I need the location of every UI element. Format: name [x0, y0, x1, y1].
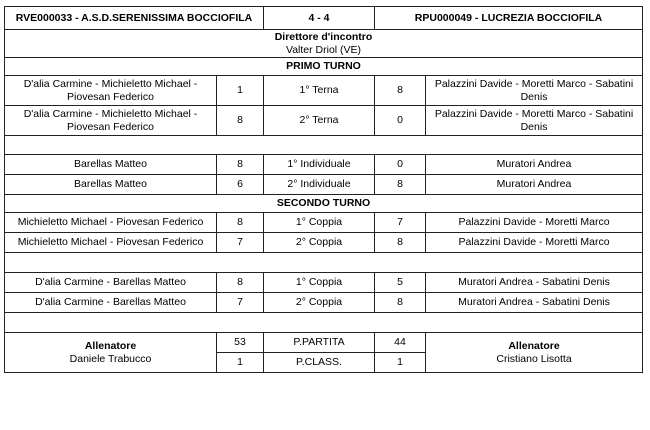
away-players: Muratori Andrea — [426, 155, 643, 175]
away-players: Muratori Andrea - Sabatini Denis — [426, 273, 643, 293]
spacer-row — [5, 136, 643, 155]
match-row — [5, 76, 643, 106]
home-players: D'alia Carmine - Michieletto Michael - Piovesan Federico — [5, 76, 217, 106]
home-players: D'alia Carmine - Barellas Matteo — [5, 273, 217, 293]
home-players: D'alia Carmine - Barellas Matteo — [5, 293, 217, 313]
section-row — [5, 58, 643, 76]
director-row — [5, 30, 643, 58]
match-row — [5, 293, 643, 313]
spacer-row — [5, 313, 643, 333]
away-score: 5 — [375, 273, 426, 293]
match-row — [5, 233, 643, 253]
home-partita-points: 53 — [217, 333, 264, 353]
director-cell — [5, 30, 643, 58]
game-label: 2° Terna — [264, 106, 375, 136]
final-score: 4 - 4 — [264, 7, 375, 30]
away-players: Muratori Andrea - Sabatini Denis — [426, 293, 643, 313]
away-team-name: RPU000049 - LUCREZIA BOCCIOFILA — [375, 7, 643, 30]
section-title-secondo-turno: SECONDO TURNO — [5, 195, 643, 213]
away-score: 8 — [375, 293, 426, 313]
home-coach-name: Daniele Trabucco — [69, 352, 152, 365]
game-label: 1° Individuale — [264, 155, 375, 175]
director-name: Valter Driol (VE) — [285, 43, 362, 56]
director-title: Direttore d'incontro — [274, 30, 373, 43]
home-players: Barellas Matteo — [5, 175, 217, 195]
home-score: 1 — [217, 76, 264, 106]
away-score: 8 — [375, 76, 426, 106]
away-score: 0 — [375, 155, 426, 175]
home-score: 8 — [217, 273, 264, 293]
home-coach-cell — [5, 333, 217, 373]
home-score: 7 — [217, 293, 264, 313]
game-label: 2° Coppia — [264, 233, 375, 253]
game-label: 2° Individuale — [264, 175, 375, 195]
class-label: P.CLASS. — [264, 353, 375, 373]
header-row — [5, 7, 643, 30]
match-row — [5, 106, 643, 136]
home-score: 8 — [217, 155, 264, 175]
away-coach-cell — [426, 333, 643, 373]
away-players: Muratori Andrea — [426, 175, 643, 195]
match-row — [5, 155, 643, 175]
match-row — [5, 213, 643, 233]
game-label: 1° Coppia — [264, 273, 375, 293]
spacer-row — [5, 253, 643, 273]
away-class-points: 1 — [375, 353, 426, 373]
partita-label: P.PARTITA — [264, 333, 375, 353]
home-score: 8 — [217, 106, 264, 136]
match-row — [5, 175, 643, 195]
away-score: 0 — [375, 106, 426, 136]
away-partita-points: 44 — [375, 333, 426, 353]
home-class-points: 1 — [217, 353, 264, 373]
away-players: Palazzini Davide - Moretti Marco — [426, 213, 643, 233]
away-score: 8 — [375, 233, 426, 253]
section-title-primo-turno: PRIMO TURNO — [5, 58, 643, 76]
match-report-table — [4, 6, 643, 373]
game-label: 1° Terna — [264, 76, 375, 106]
home-score: 7 — [217, 233, 264, 253]
away-players: Palazzini Davide - Moretti Marco - Sabatini Denis — [426, 76, 643, 106]
away-coach-label: Allenatore — [508, 339, 560, 352]
away-score: 7 — [375, 213, 426, 233]
coach-row — [5, 333, 643, 353]
home-team-name: RVE000033 - A.S.D.SERENISSIMA BOCCIOFILA — [5, 7, 264, 30]
away-players: Palazzini Davide - Moretti Marco — [426, 233, 643, 253]
home-players: Michieletto Michael - Piovesan Federico — [5, 233, 217, 253]
home-players: Michieletto Michael - Piovesan Federico — [5, 213, 217, 233]
home-score: 8 — [217, 213, 264, 233]
away-score: 8 — [375, 175, 426, 195]
game-label: 1° Coppia — [264, 213, 375, 233]
home-coach-label: Allenatore — [84, 339, 137, 352]
home-players: D'alia Carmine - Michieletto Michael - Piovesan Federico — [5, 106, 217, 136]
match-row — [5, 273, 643, 293]
home-players: Barellas Matteo — [5, 155, 217, 175]
section-row — [5, 195, 643, 213]
away-coach-name: Cristiano Lisotta — [496, 352, 572, 365]
away-players: Palazzini Davide - Moretti Marco - Sabatini Denis — [426, 106, 643, 136]
game-label: 2° Coppia — [264, 293, 375, 313]
home-score: 6 — [217, 175, 264, 195]
